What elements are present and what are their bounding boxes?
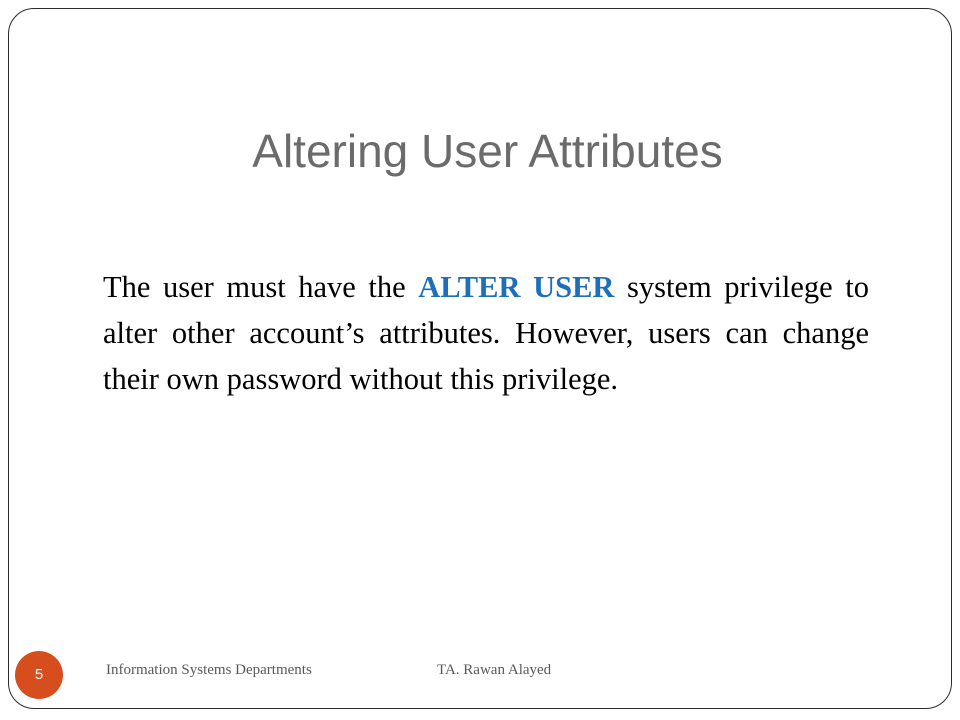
- slide-body-text: [103, 264, 869, 402]
- slide-number-badge: 5: [15, 651, 63, 699]
- body-text-highlight: ALTER USER: [418, 270, 615, 304]
- body-text-after: system privilege to alter other account’s attributes. However, users can change their own password without this privilege.: [103, 270, 870, 396]
- slide-title: Altering User Attributes: [252, 125, 723, 177]
- footer-author: TA. Rawan Alayed: [437, 662, 552, 678]
- footer-department: Information Systems Departments: [106, 662, 312, 678]
- body-text-before: The user must have the: [103, 270, 419, 304]
